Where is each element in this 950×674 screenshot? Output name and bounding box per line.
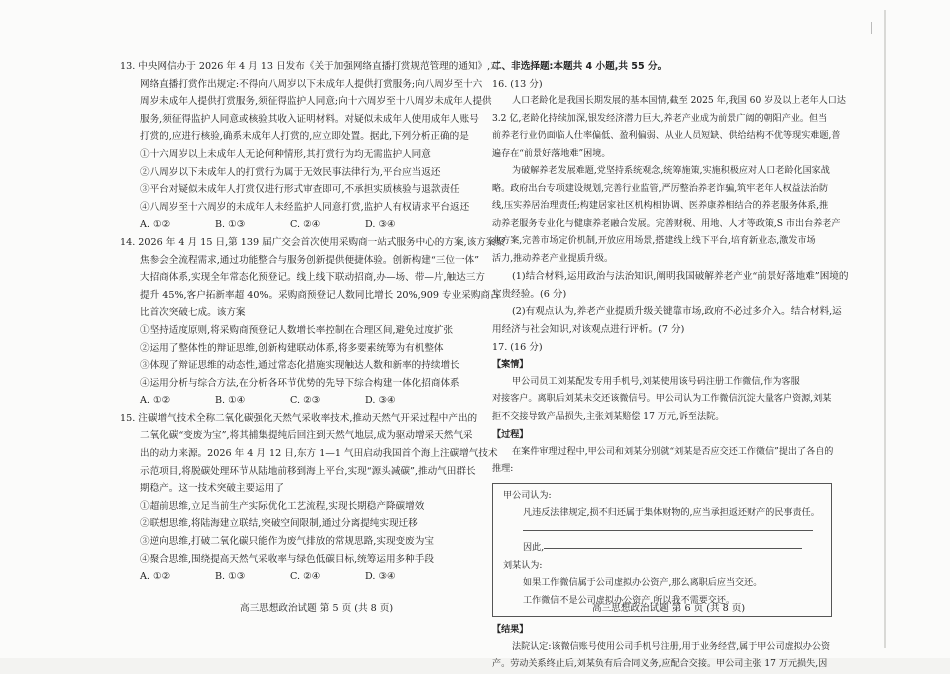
q16-para2-line: 动养老服务专业化与健康养老融合发展。完善财税、用地、人才等政策,S 市出台养老产: [492, 218, 841, 229]
q14-item: ③体现了辩证思维的动态性,通过常态化措施实现触达人数和新率的持续增长: [140, 360, 460, 372]
q14-item: ④运用分析与综合方法,在分析各环节优势的先导下综合构建一体化招商体系: [140, 377, 460, 389]
option-c[interactable]: C. ②④: [290, 571, 321, 583]
q16-subquestion-1: (1)结合材料,运用政治与法治知识,阐明我国破解养老产业“前景好落地难”困境的: [512, 271, 849, 283]
result-block: [492, 621, 834, 674]
q13-line: 打赏的,应进行核验,确系未成年人打赏的,应立即处置。据此,下列分析正确的是: [140, 131, 469, 143]
q13-options: [120, 216, 458, 234]
case-line: 拒不交接导致产品损失,主张刘某赔偿 17 万元,诉至法院。: [492, 411, 725, 422]
process-label: 【过程】: [492, 429, 529, 441]
liu-view-line: 工作微信不是公司虚拟办公资产,所以我不需要交还。: [523, 595, 736, 606]
company-view-title: 甲公司认为:: [503, 490, 552, 501]
section-title: 二、非选择题:本题共 4 小题,共 55 分。: [492, 61, 668, 72]
q13-line: 13. 中央网信办于 2026 年 4 月 13 日发布《关于加强网络直播打赏规范管理的通知》,对: [120, 61, 500, 72]
q14-item: ①坚持适度原则,将采购商预登记人数增长率控制在合理区间,避免过度扩张: [140, 324, 454, 336]
q13-line: 网络直播打赏作出规定:不得向八周岁以下未成年人提供打赏服务;向八周岁至十六: [140, 78, 483, 90]
liu-view-line: 如果工作微信属于公司虚拟办公资产,那么离职后应当交还。: [523, 578, 763, 589]
q16-subquestion-2: (2)有观点认为,养老产业提质升级关键靠市场,政府不必过多介入。结合材料,运: [512, 306, 842, 318]
q16-para1-line: 3.2 亿,老龄化持续加深,银发经济潜力巨大,养老产业成为前景广阔的朝阳产业。但当: [492, 113, 828, 124]
q16-para2-line: 为破解养老发展难题,党坚持系统观念,统筹施策,实施积极应对人口老龄化国家战: [512, 166, 830, 177]
q16-material: [492, 93, 846, 268]
case-line: 对接客户。离职后刘某未交还该微信号。甲公司认为工作微信沉淀大量客户资源,刘某: [492, 394, 832, 405]
option-c[interactable]: C. ②④: [290, 219, 321, 231]
q13-item: ①十六周岁以上未成年人无论何种情形,其打赏行为均无需监护人同意: [140, 148, 431, 160]
q15-line: 出的动力来源。2026 年 4 月 12 日,东方 1—1 气田启动我国首个海上注碳增气技术: [140, 448, 498, 460]
conclusion-label: 因此,: [523, 543, 545, 554]
question-15: [120, 410, 498, 586]
result-line: 产。劳动关系终止后,刘某负有后合同义务,应配合交接。甲公司主张 17 万元损失,因: [492, 659, 828, 670]
q15-line: 15. 注碳增气技术全称二氧化碳强化天然气采收率技术,推动天然气开采过程中产出的: [120, 412, 478, 424]
q15-item: ②联想思维,将陆海建立联结,突破空间限制,通过分离提纯实现迁移: [140, 518, 418, 530]
q15-item: ④聚合思维,围绕提高天然气采收率与绿色低碳目标,统筹运用多种手段: [140, 553, 434, 565]
q16-para1-line: 前养老行业仍面临人仕率偏低、盈利偏弱、从业人员短缺、供给结构不优等现实难题,普: [492, 131, 841, 142]
option-d[interactable]: D. ③④: [365, 219, 396, 231]
page-edge: [884, 10, 886, 648]
result-line: 法院认定:该微信账号使用公司手机号注册,用于业务经营,属于甲公司虚拟办公资: [512, 641, 831, 652]
q15-line: 示范项目,将脱碳处理环节从陆地前移到海上平台,实现“源头减碳”,推动气田群长: [140, 465, 476, 477]
process-line: 在案件审理过程中,甲公司和刘某分别就“刘某是否应交还工作微信”提出了各自的: [512, 446, 834, 457]
q17-head: 17. (16 分): [492, 341, 543, 353]
scan-mark: [871, 22, 880, 34]
option-d[interactable]: D. ③④: [365, 395, 396, 407]
q14-line: 14. 2026 年 4 月 15 日,第 139 届广交会首次使用采购商一站式服务中心的方案,该方案聚: [120, 236, 506, 248]
blank-line-row: [503, 523, 821, 541]
q13-item: ④八周岁至十六周岁的未成年人未经监护人同意打赏,监护人有权请求平台返还: [140, 201, 470, 213]
q15-line: 期稳产。这一技术突破主要运用了: [140, 483, 284, 495]
question-13: [120, 58, 500, 234]
reasoning-box: [492, 483, 832, 618]
q16-para1-line: 遍存在“前景好落地难”困境。: [492, 148, 611, 159]
q14-item: ②运用了整体性的辩证思维,创新构建联动体系,将多要素统筹为有机整体: [140, 342, 444, 354]
q14-options: [120, 392, 458, 410]
q16-para2-line: 略。政府出台专项建设规划,完善行业监管,严厉整治养老诈骗,筑牢老年人权益法治防: [492, 183, 829, 194]
q16-head: 16. (13 分): [492, 78, 543, 90]
q16-subquestion-1: 宝贵经验。(6 分): [492, 288, 567, 300]
option-a[interactable]: A. ①②: [140, 571, 171, 583]
liu-view-title: 刘某认为:: [503, 560, 543, 571]
right-column: [492, 58, 849, 674]
q13-item: ③平台对疑似未成年人打赏仅进行形式审查即可,不承担实质核验与退款责任: [140, 184, 460, 196]
q14-line: 提升 45%,客户拓新率超 40%。采购商预登记人数同比增长 20%,909 专业采购商占: [140, 289, 500, 301]
company-view-premise: 凡违反法律规定,损不归还属于集体财物的,应当承担返还财产的民事责任。: [523, 508, 820, 519]
q16-para2-line: 业方案,完善市场定价机制,开放应用场景,搭建线上线下平台,培育新业态,激发市场: [492, 236, 816, 247]
option-a[interactable]: A. ①②: [140, 395, 171, 407]
q14-line: 比首次突破七成。该方案: [140, 307, 246, 319]
case-line: 甲公司员工刘某配发专用手机号,刘某使用该号码注册工作微信,作为客服: [512, 376, 800, 387]
case-label: 【案情】: [492, 359, 529, 371]
company-view-conclusion: [503, 540, 821, 558]
q16-para1-line: 人口老龄化是我国长期发展的基本国情,截至 2025 年,我国 60 岁及以上老年人口达: [512, 96, 846, 107]
q16-para2-line: 活力,推动养老产业提质升级。: [492, 253, 614, 264]
q17-material: [492, 356, 834, 479]
answer-blank[interactable]: [544, 547, 802, 549]
q13-line: 服务,须征得监护人同意或核验其收入证明材料。对疑似未成年人使用成年人账号: [140, 113, 479, 125]
option-b[interactable]: B. ①③: [215, 219, 246, 231]
option-c[interactable]: C. ②③: [290, 395, 321, 407]
q14-line: 大招商体系,实现全年常态化预登记。线上线下联动招商,办—场、带—片,触达三方: [140, 272, 485, 284]
q14-line: 焦参会全流程需求,通过功能整合与服务创新提供便捷体验。创新构建“三位一体”: [140, 254, 480, 266]
q15-options: [120, 568, 458, 586]
option-d[interactable]: D. ③④: [365, 571, 396, 583]
q13-item: ②八周岁以下未成年人的打赏行为属于无效民事法律行为,平台应当返还: [140, 166, 441, 178]
result-label: 【结果】: [492, 624, 529, 636]
option-b[interactable]: B. ①③: [215, 571, 246, 583]
q13-line: 周岁未成年人提供打赏服务,须征得监护人同意;向十六周岁至十八周岁未成年人提供: [140, 96, 492, 108]
option-b[interactable]: B. ①④: [215, 395, 246, 407]
q16-subquestion-2: 用经济与社会知识,对该观点进行评析。(7 分): [492, 323, 685, 335]
process-line: 推理:: [492, 464, 514, 475]
q15-item: ③逆向思维,打破二氧化碳只能作为废气排放的常规思路,实现变废为宝: [140, 536, 434, 548]
q15-line: 二氧化碳“变废为宝”,将其捕集提纯后回注到天然气地层,成为驱动增采天然气采: [140, 430, 473, 442]
page-footer-right: 高三思想政治试题 第 6 页 (共 8 页): [592, 603, 746, 614]
q16-para2-line: 线,压实养居治理责任;构建居家社区机构相协调、医养康养相结合的养老服务体系,推: [492, 201, 829, 212]
option-a[interactable]: A. ①②: [140, 219, 171, 231]
answer-blank[interactable]: [523, 529, 813, 531]
page-footer-left: 高三思想政治试题 第 5 页 (共 8 页): [240, 603, 394, 614]
q15-item: ①超前思维,立足当前生产实际优化工艺流程,实现长期稳产降碳增效: [140, 500, 425, 512]
question-14: [120, 234, 506, 410]
